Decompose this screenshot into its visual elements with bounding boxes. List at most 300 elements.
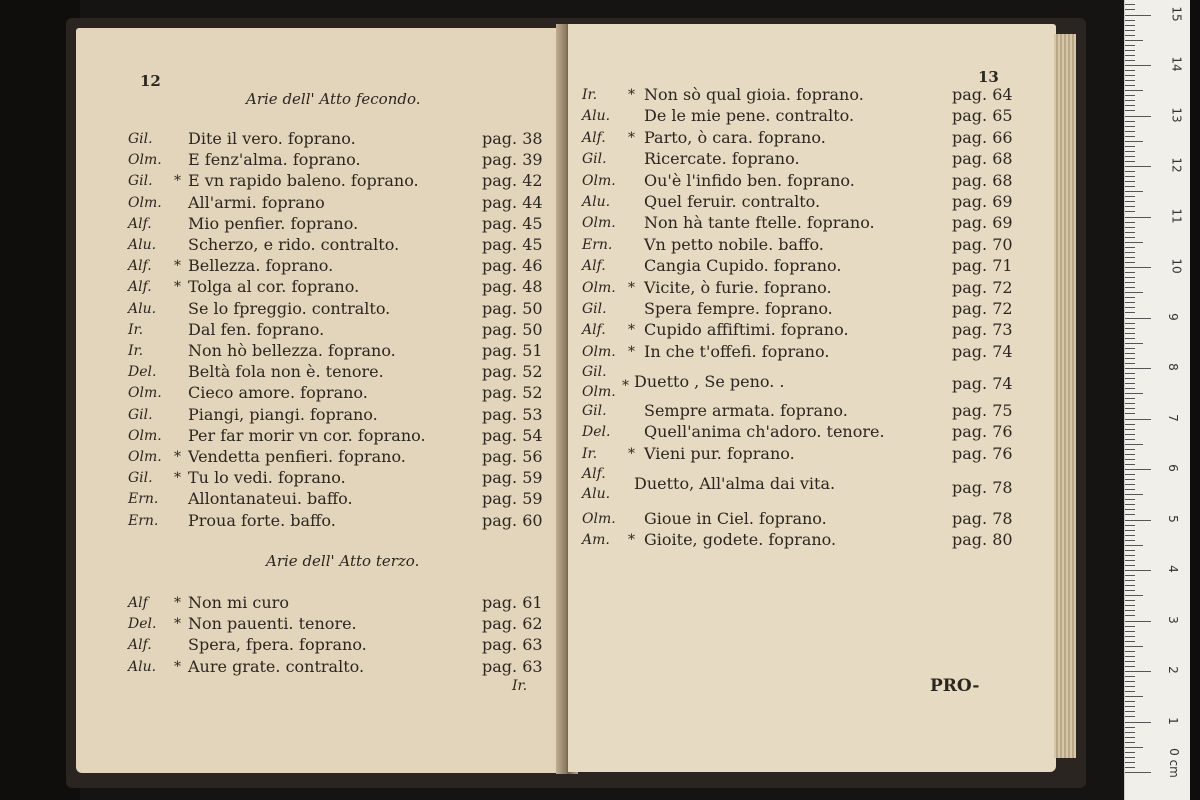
character-name: Alf.: [128, 637, 152, 654]
left-page: [76, 28, 562, 773]
aria-title: Ricercate. foprano.: [644, 149, 800, 169]
ruler-tick: [1125, 393, 1143, 394]
ruler-tick: [1125, 590, 1135, 591]
page-reference: pag. 48: [482, 277, 543, 297]
ruler-tick: [1125, 55, 1135, 56]
page-reference: pag. 63: [482, 656, 543, 676]
aria-entry: [582, 529, 1042, 551]
asterisk-mark: *: [174, 258, 181, 275]
ruler-tick: [1125, 626, 1135, 627]
ruler-tick: [1125, 545, 1143, 546]
page-reference: pag. 59: [482, 468, 543, 488]
aria-title: Beltà fola non è. tenore.: [188, 362, 384, 382]
aria-title: Proua forte. baffo.: [188, 510, 336, 530]
character-name: Gil.: [128, 470, 153, 487]
aria-entry: [128, 446, 588, 468]
ruler-tick: [1125, 9, 1135, 10]
aria-entry: [128, 592, 588, 614]
ruler-tick: [1125, 752, 1135, 753]
asterisk-mark: *: [174, 173, 181, 190]
ruler-tick: [1125, 121, 1135, 122]
aria-title: Quell'anima ch'adoro. tenore.: [644, 422, 885, 442]
ruler-tick: [1125, 211, 1135, 212]
ruler-tick: [1125, 100, 1135, 101]
aria-entry: [582, 234, 1042, 256]
aria-entry: [128, 192, 588, 214]
ruler-number: 1: [1165, 716, 1180, 725]
aria-title: Spera, fpera. foprano.: [188, 635, 367, 655]
aria-entry: [582, 400, 1042, 422]
aria-title: Duetto , Se peno. .: [634, 372, 785, 391]
aria-title: Piangi, piangi. foprano.: [188, 404, 378, 424]
character-name: Alf.: [582, 129, 606, 146]
ruler-tick: [1125, 60, 1135, 61]
ruler-tick: [1125, 247, 1135, 248]
character-name: Ir.: [582, 87, 598, 103]
page-reference: pag. 53: [482, 404, 543, 424]
aria-entry: [582, 127, 1042, 149]
character-name: Alu.: [582, 486, 611, 502]
aria-title: Vicite, ò furie. foprano.: [644, 277, 832, 297]
character-name: Ern.: [128, 512, 159, 529]
ruler-tick: [1125, 35, 1135, 36]
page-reference: pag. 76: [952, 443, 1013, 463]
character-name: Olm.: [128, 427, 162, 444]
ruler-number: 6: [1165, 464, 1180, 472]
ruler-tick: [1125, 767, 1135, 768]
measurement-ruler: [1124, 0, 1193, 800]
ruler-tick: [1125, 25, 1135, 26]
duet-entry: [582, 466, 1042, 510]
page-reference: pag. 52: [482, 383, 543, 403]
page-reference: pag. 45: [482, 235, 543, 254]
ruler-tick: [1125, 757, 1135, 758]
character-name: Olm.: [128, 449, 162, 465]
ruler-tick: [1125, 30, 1135, 31]
aria-entry: [582, 148, 1042, 170]
ruler-tick: [1125, 686, 1135, 687]
ruler-tick: [1125, 338, 1135, 339]
ruler-tick: [1125, 131, 1135, 132]
ruler-tick: [1125, 530, 1135, 531]
page-reference: pag. 73: [952, 320, 1013, 340]
aria-title: Tolga al cor. foprano.: [188, 277, 360, 297]
page-reference: pag. 52: [482, 362, 543, 382]
ruler-tick: [1125, 398, 1135, 399]
aria-title: Quel feruir. contralto.: [644, 192, 821, 211]
section-heading-act-three: Arie dell' Atto terzo.: [266, 552, 420, 570]
ruler-tick: [1125, 605, 1135, 606]
ruler-tick: [1125, 146, 1135, 147]
page-reference: pag. 50: [482, 319, 543, 339]
ruler-tick: [1125, 196, 1135, 197]
character-name: Alf.: [582, 258, 606, 275]
character-name: Gil.: [582, 403, 607, 419]
asterisk-mark: *: [174, 595, 181, 611]
aria-title: Dal fen. foprano.: [188, 319, 325, 339]
ruler-number: 9: [1165, 312, 1180, 321]
ruler-tick: [1125, 378, 1135, 379]
character-name: Gil.: [128, 131, 153, 147]
aria-title: Parto, ò cara. foprano.: [644, 127, 826, 147]
ruler-tick: [1125, 110, 1135, 111]
ruler-unit-label: 0 cm: [1166, 748, 1181, 778]
character-name: Alf.: [128, 279, 152, 296]
aria-entry: [128, 170, 588, 192]
character-name: Alf: [128, 595, 148, 611]
character-name: Olm.: [128, 194, 162, 211]
asterisk-mark: *: [174, 279, 181, 296]
ruler-tick: [1125, 727, 1135, 728]
ruler-tick: [1125, 701, 1135, 702]
page-reference: pag. 74: [952, 374, 1013, 393]
ruler-tick: [1125, 136, 1135, 137]
ruler-tick: [1125, 343, 1143, 344]
ruler-tick: [1125, 75, 1135, 76]
aria-title: Mio penfier. foprano.: [188, 213, 359, 233]
ruler-tick: [1125, 737, 1135, 738]
ruler-tick: [1125, 439, 1135, 440]
aria-entry: [582, 105, 1042, 127]
ruler-tick: [1125, 40, 1143, 41]
ruler-tick: [1125, 565, 1135, 566]
page-reference: pag. 54: [482, 425, 543, 445]
ruler-tick: [1125, 151, 1135, 152]
page-reference: pag. 59: [482, 489, 543, 509]
ruler-tick: [1125, 358, 1135, 359]
ruler-tick: [1125, 621, 1151, 622]
ruler-tick: [1125, 201, 1135, 202]
ruler-tick: [1125, 615, 1135, 616]
aria-entry: [128, 656, 588, 678]
aria-entry: [582, 170, 1042, 192]
ruler-tick: [1125, 459, 1135, 460]
ruler-tick: [1125, 20, 1135, 21]
ruler-tick: [1125, 90, 1143, 91]
catchword: PRO-: [930, 676, 980, 696]
ruler-tick: [1125, 732, 1135, 733]
ruler-tick: [1125, 45, 1135, 46]
ruler-number: 14: [1169, 56, 1184, 72]
ruler-tick: [1125, 489, 1135, 490]
ruler-tick: [1125, 641, 1135, 642]
ruler-number: 3: [1165, 615, 1180, 624]
aria-entry: [128, 234, 588, 256]
ruler-tick: [1125, 742, 1135, 743]
ruler-tick: [1125, 560, 1135, 561]
character-name: Alf.: [128, 258, 152, 275]
character-name: Gil.: [582, 301, 607, 317]
ruler-tick: [1125, 116, 1151, 117]
ruler-tick: [1125, 323, 1135, 324]
asterisk-mark: *: [622, 378, 629, 394]
aria-title: Gioue in Ciel. foprano.: [644, 509, 827, 528]
character-name: Alu.: [582, 108, 611, 125]
ruler-tick: [1125, 105, 1135, 106]
ruler-tick: [1125, 257, 1135, 258]
page-number: 13: [978, 68, 999, 86]
aria-entry: [582, 341, 1042, 363]
aria-entry: [128, 613, 588, 635]
page-reference: pag. 45: [482, 213, 543, 233]
ruler-number: 12: [1169, 157, 1184, 173]
ruler-tick: [1125, 499, 1135, 500]
ruler-tick: [1125, 307, 1135, 308]
character-name: Olm.: [582, 511, 616, 527]
aria-title: Spera fempre. foprano.: [644, 299, 833, 318]
asterisk-mark: *: [628, 343, 635, 360]
character-name: Olm.: [582, 215, 616, 232]
character-name: Gil.: [582, 364, 607, 380]
aria-title: Bellezza. foprano.: [188, 256, 334, 276]
ruler-tick: [1125, 85, 1135, 86]
page-reference: pag. 72: [952, 277, 1013, 297]
ruler-tick: [1125, 666, 1135, 667]
asterisk-mark: *: [628, 87, 635, 103]
ruler-tick: [1125, 661, 1135, 662]
aria-title: Cieco amore. foprano.: [188, 383, 368, 403]
ruler-tick: [1125, 651, 1135, 652]
page-reference: pag. 38: [482, 129, 543, 148]
ruler-tick: [1125, 383, 1135, 384]
page-reference: pag. 61: [482, 593, 543, 612]
aria-entry: [582, 191, 1042, 213]
aria-entry: [582, 443, 1042, 465]
ruler-tick: [1125, 434, 1135, 435]
ruler-tick: [1125, 126, 1135, 127]
ruler-tick: [1125, 691, 1135, 692]
page-reference: pag. 78: [952, 509, 1013, 528]
asterisk-mark: *: [628, 129, 635, 146]
ruler-tick: [1125, 70, 1135, 71]
ruler-tick: [1125, 408, 1135, 409]
character-name: Ern.: [128, 491, 159, 508]
aria-title: Allontanateui. baffo.: [188, 489, 353, 509]
ruler-tick: [1125, 716, 1135, 717]
ruler-tick: [1125, 267, 1151, 268]
asterisk-mark: *: [628, 445, 635, 462]
ruler-tick: [1125, 706, 1135, 707]
aria-title: Non pauenti. tenore.: [188, 614, 357, 634]
aria-entry: [128, 634, 588, 656]
character-name: Olm.: [128, 385, 162, 402]
ruler-tick: [1125, 373, 1135, 374]
aria-entry: [128, 425, 588, 447]
aria-entry: [128, 298, 588, 320]
ruler-tick: [1125, 50, 1135, 51]
ruler-tick: [1125, 424, 1135, 425]
character-name: Olm.: [582, 172, 616, 189]
page-reference: pag. 60: [482, 510, 543, 530]
aria-entry: [128, 276, 588, 298]
aria-entry: [582, 212, 1042, 234]
character-name: Alu.: [128, 300, 157, 317]
aria-title: Non hò bellezza. foprano.: [188, 341, 396, 360]
ruler-tick: [1125, 681, 1135, 682]
ruler-tick: [1125, 191, 1143, 192]
aria-entry: [128, 361, 588, 383]
ruler-tick: [1125, 171, 1135, 172]
ruler-number: 11: [1169, 207, 1184, 224]
ruler-tick: [1125, 95, 1135, 96]
asterisk-mark: *: [628, 279, 635, 296]
aria-entry: [128, 467, 588, 489]
ruler-tick: [1125, 141, 1143, 142]
page-reference: pag. 42: [482, 171, 543, 191]
aria-title: Dite il vero. foprano.: [188, 129, 356, 148]
asterisk-mark: *: [174, 449, 181, 465]
ruler-tick: [1125, 15, 1151, 16]
ruler-tick: [1125, 413, 1135, 414]
page-reference: pag. 66: [952, 127, 1013, 147]
page-reference: pag. 56: [482, 447, 543, 466]
character-name: Gil.: [128, 406, 153, 423]
ruler-tick: [1125, 181, 1135, 182]
asterisk-mark: *: [174, 470, 181, 487]
ruler-tick: [1125, 570, 1151, 571]
ruler-tick: [1125, 4, 1135, 5]
aria-entry: [582, 421, 1042, 443]
ruler-tick: [1125, 282, 1135, 283]
ruler-tick: [1125, 429, 1135, 430]
ruler-tick: [1125, 509, 1135, 510]
aria-title: All'armi. foprano: [188, 192, 325, 212]
ruler-tick: [1125, 318, 1151, 319]
aria-title: E fenz'alma. foprano.: [188, 150, 361, 170]
page-reference: pag. 63: [482, 635, 543, 655]
character-name: Alf.: [128, 215, 152, 232]
aria-title: Scherzo, e rido. contralto.: [188, 235, 400, 254]
ruler-number: 4: [1165, 565, 1180, 573]
character-name: Ern.: [582, 236, 613, 253]
character-name: Alu.: [128, 658, 157, 675]
character-name: Del.: [128, 364, 157, 381]
aria-entry: [128, 213, 588, 235]
ruler-tick: [1125, 232, 1135, 233]
ruler-tick: [1125, 449, 1135, 450]
aria-entry: [128, 128, 588, 150]
aria-title: Non sò qual gioia. foprano.: [644, 85, 864, 104]
character-name: Alu.: [582, 194, 611, 210]
ruler-tick: [1125, 333, 1135, 334]
ruler-tick: [1125, 176, 1135, 177]
ruler-tick: [1125, 297, 1135, 298]
section-heading: Arie dell' Atto fecondo.: [246, 90, 421, 108]
ruler-tick: [1125, 262, 1135, 263]
character-name: Ir.: [128, 321, 144, 338]
aria-entry: [582, 508, 1042, 530]
page-reference: pag. 46: [482, 256, 543, 276]
ruler-tick: [1125, 514, 1135, 515]
aria-entry: [128, 488, 588, 510]
ruler-tick: [1125, 595, 1143, 596]
ruler-tick: [1125, 302, 1135, 303]
ruler-tick: [1125, 479, 1135, 480]
ruler-number: 13: [1169, 106, 1184, 123]
ruler-tick: [1125, 520, 1151, 521]
ruler-tick: [1125, 535, 1135, 536]
ruler-tick: [1125, 227, 1135, 228]
aria-title: Non hà tante ftelle. foprano.: [644, 213, 875, 233]
ruler-tick: [1125, 676, 1135, 677]
aria-entry: [582, 255, 1042, 277]
aria-title: Per far morir vn cor. foprano.: [188, 425, 426, 445]
aria-entry: [128, 255, 588, 277]
ruler-tick: [1125, 403, 1135, 404]
aria-entry: [128, 382, 588, 404]
aria-title: E vn rapido baleno. foprano.: [188, 171, 419, 191]
page-number: 12: [140, 72, 161, 90]
page-reference: pag. 74: [952, 341, 1013, 361]
aria-title: Ou'è l'infido ben. foprano.: [644, 170, 855, 190]
ruler-tick: [1125, 636, 1135, 637]
aria-title: Duetto, All'alma dai vita.: [634, 474, 836, 493]
ruler-tick: [1125, 656, 1135, 657]
ruler-tick: [1125, 671, 1151, 672]
character-name: Olm.: [582, 384, 616, 400]
ruler-number: 5: [1165, 514, 1180, 523]
page-reference: pag. 39: [482, 150, 543, 170]
character-name: Del.: [128, 616, 157, 633]
page-edges: [1054, 34, 1076, 758]
ruler-tick: [1125, 242, 1143, 243]
page-reference: pag. 76: [952, 422, 1013, 442]
character-name: Olm.: [128, 152, 162, 169]
ruler-tick: [1125, 272, 1135, 273]
ruler-tick: [1125, 206, 1135, 207]
aria-title: Aure grate. contralto.: [188, 656, 365, 676]
page-reference: pag. 75: [952, 401, 1013, 420]
aria-title: Non mi curo: [188, 593, 289, 612]
page-reference: pag. 65: [952, 106, 1013, 126]
character-name: Am.: [582, 532, 610, 549]
page-reference: pag. 68: [952, 149, 1013, 169]
aria-entry: [582, 84, 1042, 106]
page-reference: pag. 50: [482, 298, 543, 318]
ruler-tick: [1125, 277, 1135, 278]
catchword: Ir.: [512, 678, 528, 694]
ruler-tick: [1125, 368, 1151, 369]
ruler-tick: [1125, 388, 1135, 389]
ruler-tick: [1125, 252, 1135, 253]
ruler-tick: [1125, 464, 1135, 465]
aria-title: In che t'offefi. foprano.: [644, 341, 830, 361]
ruler-tick: [1125, 474, 1135, 475]
page-reference: pag. 71: [952, 256, 1013, 276]
aria-entry: [128, 340, 588, 362]
ruler-tick: [1125, 600, 1135, 601]
ruler-tick: [1125, 580, 1135, 581]
ruler-tick: [1125, 772, 1151, 773]
aria-title: Vn petto nobile. baffo.: [644, 234, 824, 254]
ruler-tick: [1125, 444, 1143, 445]
aria-entry: [128, 149, 588, 171]
aria-entry: [582, 298, 1042, 320]
right-page: [568, 24, 1056, 772]
ruler-tick: [1125, 646, 1143, 647]
ruler-tick: [1125, 328, 1135, 329]
ruler-number: 10: [1169, 258, 1184, 274]
ruler-tick: [1125, 161, 1135, 162]
character-name: Olm.: [582, 343, 616, 360]
page-reference: pag. 62: [482, 614, 543, 634]
ruler-tick: [1125, 292, 1143, 293]
page-reference: pag. 70: [952, 234, 1013, 254]
ruler-tick: [1125, 575, 1135, 576]
asterisk-mark: *: [174, 658, 181, 675]
ruler-tick: [1125, 419, 1151, 420]
ruler-tick: [1125, 166, 1151, 167]
